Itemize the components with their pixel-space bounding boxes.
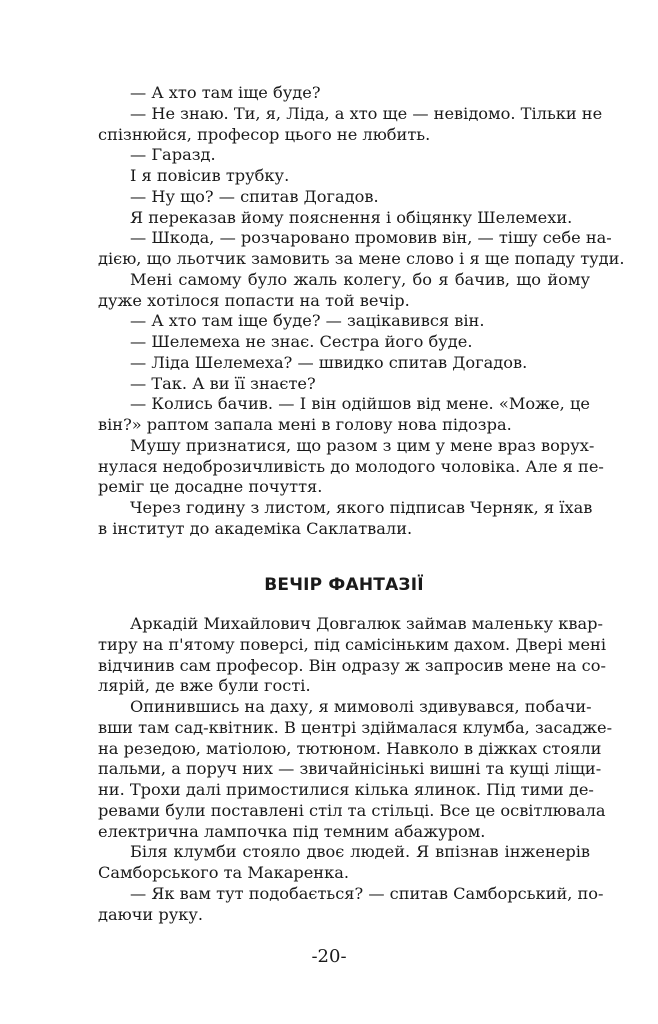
page-number: -20- <box>311 946 347 967</box>
text-line: в інститут до академіка Саклатвали. <box>98 518 413 538</box>
text-line: дуже хотілося попасти на той вечір. <box>98 290 410 310</box>
text-line: ревами були поставлені стіл та стільці. Все це освітлювала <box>98 800 606 820</box>
text-line: — Гаразд. <box>130 145 216 165</box>
text-line: пальми, а поруч них — звичайнісінькі вишні та кущі ліщи- <box>98 759 602 779</box>
text-block-dialogue <box>98 83 625 540</box>
text-line: лярій, де вже були гості. <box>98 676 311 696</box>
text-line: даючи руку. <box>98 904 204 924</box>
text-line: Аркадій Михайлович Довгалюк займав маленьку квар- <box>130 614 603 633</box>
text-line: тиру на п'ятому поверсі, під самісіньким дахом. Двері мені <box>98 634 607 654</box>
text-line: реміг це досадне почуття. <box>98 477 323 497</box>
book-page <box>98 83 625 924</box>
text-line: дією, що льотчик замовить за мене слово і я ще попаду туди. <box>98 249 625 268</box>
text-line: — Як вам тут подобається? — спитав Самборський, по- <box>130 883 604 903</box>
text-line: — Шкода, — розчаровано промовив він, — тішу себе на- <box>130 228 612 248</box>
text-line: Самборського та Макаренка. <box>98 863 349 882</box>
text-line: Мушу признатися, що разом з цим у мене враз ворух- <box>130 435 595 455</box>
text-line: Я переказав йому пояснення і обіцянку Шелемехи. <box>130 207 573 227</box>
chapter-heading: ВЕЧІР ФАНТАЗІЇ <box>264 575 424 595</box>
text-line: — А хто там іще буде? — зацікавився він. <box>130 311 485 331</box>
text-line: на резедою, матіолою, тютюном. Навколо в діжках стояли <box>98 738 602 758</box>
text-line: — Ну що? — спитав Догадов. <box>130 186 379 206</box>
text-line: — Колись бачив. — І він одійшов від мене. «Може, це <box>130 394 590 414</box>
text-line: Через годину з листом, якого підписав Черняк, я їхав <box>130 498 593 517</box>
text-line: Мені самому було жаль колегу, бо я бачив, що йому <box>130 269 590 289</box>
text-line: вши там сад-квітник. В центрі здіймалася клумба, засадже- <box>98 717 613 737</box>
text-block-chapter-start <box>98 614 613 925</box>
text-line: — Ліда Шелемеха? — швидко спитав Догадов. <box>130 352 528 372</box>
text-line: І я повісив трубку. <box>130 166 290 185</box>
text-line: — А хто там іще буде? <box>130 83 321 102</box>
text-line: — Так. А ви її знаєте? <box>130 373 316 393</box>
text-line: він?» раптом запала мені в голову нова підозра. <box>98 415 512 434</box>
text-line: — Не знаю. Ти, я, Ліда, а хто ще — невідомо. Тільки не <box>130 103 603 123</box>
text-line: спізнюйся, професор цього не любить. <box>98 124 431 144</box>
text-line: електрична лампочка під темним абажуром. <box>98 821 486 841</box>
text-line: Біля клумби стояло двоє людей. Я впізнав інженерів <box>130 842 590 862</box>
text-line: — Шелемеха не знає. Сестра його буде. <box>130 332 473 351</box>
text-line: Опинившись на даху, я мимоволі здивувався, побачи- <box>130 697 592 716</box>
text-line: відчинив сам професор. Він одразу ж запросив мене на со- <box>98 655 606 675</box>
text-line: нулася недоброзичливість до молодого чоловіка. Але я пе- <box>98 456 604 476</box>
text-line: ни. Трохи далі примостилися кілька ялинок. Під тими де- <box>98 780 594 799</box>
